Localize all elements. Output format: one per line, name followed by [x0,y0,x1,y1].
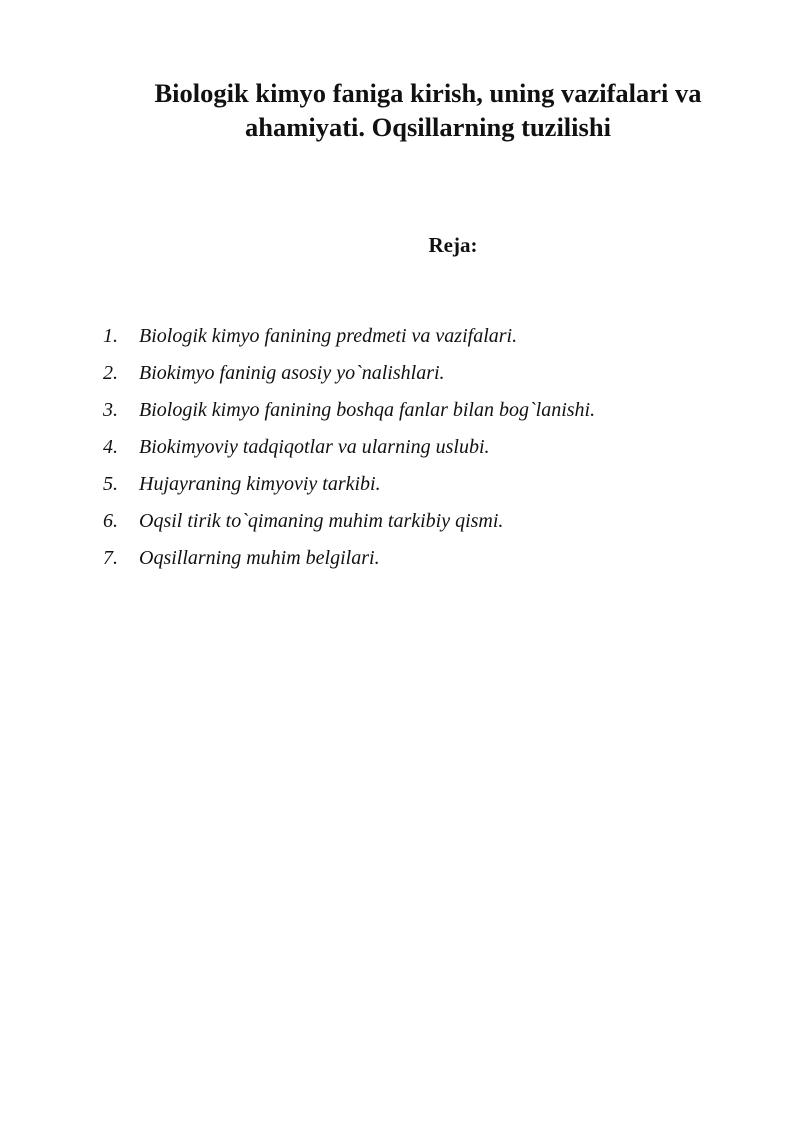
plan-item-text: Oqsil tirik to`qimaning muhim tarkibiy qismi. [139,510,504,532]
document-title-line-1: Biologik kimyo faniga kirish, uning vazifalari va [154,78,702,108]
plan-item-number: 4. [103,436,118,458]
plan-item-text: Hujayraning kimyoviy tarkibi. [139,473,381,495]
plan-item-3 [103,396,763,433]
plan-item-number: 6. [103,510,118,532]
plan-item-number: 2. [103,362,118,384]
plan-item-7 [103,544,763,581]
plan-item-4 [103,433,763,470]
plan-item-text: Oqsillarning muhim belgilari. [139,547,380,569]
plan-item-text: Biokimyoviy tadqiqotlar va ularning uslubi. [139,436,490,458]
plan-item-5 [103,470,763,507]
plan-item-1 [103,322,763,359]
plan-heading: Reja: [428,233,478,257]
document-title-line-2: ahamiyati. Oqsillarning tuzilishi [245,112,611,142]
plan-item-text: Biologik kimyo fanining predmeti va vazifalari. [139,325,518,347]
plan-item-2 [103,359,763,396]
plan-item-6 [103,507,763,544]
plan-list [103,322,763,581]
plan-item-number: 1. [103,325,118,347]
plan-item-number: 3. [103,399,118,421]
plan-item-number: 5. [103,473,118,495]
plan-item-text: Biokimyo faninig asosiy yo`nalishlari. [139,362,445,384]
plan-item-text: Biologik kimyo fanining boshqa fanlar bilan bog`lanishi. [139,399,596,421]
document-title [108,76,748,144]
plan-item-number: 7. [103,547,118,569]
